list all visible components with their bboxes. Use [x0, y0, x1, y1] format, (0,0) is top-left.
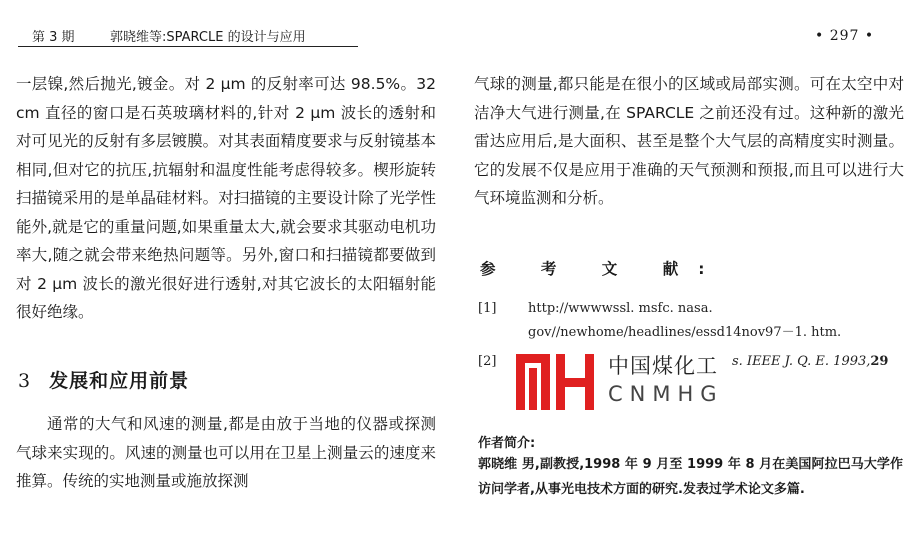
body-paragraph: 气球的测量,都只能是在很小的区域或局部实测。可在太空中对洁净大气进行测量,在 SPARCLE 之前还没有过。这种新的激光雷达应用后,是大面积、甚至是整个大气层的高精度实时测量。它的发展不仅是应用于准确的天气预测和预报,而且可以进行大气环境监测和分析。 [474, 75, 904, 207]
section-number: 3 [18, 370, 32, 392]
reference-tag: [1] [478, 301, 497, 316]
reference-tag: [2] [478, 354, 497, 369]
author-heading: 作者简介: [478, 436, 536, 451]
body-paragraph: 通常的大气和风速的测量,都是由放于当地的仪器或探测气球来实现的。风速的测量也可以用在卫星上测量云的速度来推算。传统的实地测量或施放探测 [16, 415, 436, 490]
left-column [16, 70, 436, 327]
reference-volume: 29 [870, 354, 889, 369]
section-title: 发展和应用前景 [49, 370, 190, 392]
watermark-cn: 中国煤化工 [608, 354, 718, 378]
watermark-mark-icon [512, 348, 606, 414]
watermark-logo [512, 348, 722, 414]
reference-text: http://wwwwssl. msfc. nasa. gov//newhome/headlines/essd14nov97－1. htm. [528, 301, 842, 340]
running-title: 郭晓维等:SPARCLE 的设计与应用 [110, 30, 306, 45]
running-header [18, 22, 358, 47]
page-number: • 297 • [815, 28, 875, 44]
right-column [474, 70, 904, 213]
section-heading [18, 366, 189, 393]
reference-item [478, 297, 903, 345]
author-bio: 郭晓维 男,副教授,1998 年 9 月至 1999 年 8 月在美国阿拉巴马大学作访问学者,从事光电技术方面的研究.发表过学术论文多篇. [478, 457, 903, 497]
references-heading: 参 考 文 献: [480, 260, 725, 278]
watermark-en: CNMHG [608, 382, 724, 406]
issue-label: 第 3 期 [32, 30, 75, 45]
reference-text: s. IEEE J. Q. E. 1993, [732, 354, 871, 369]
body-paragraph: 一层镍,然后抛光,镀金。对 2 μm 的反射率可达 98.5%。32 cm 直径的窗口是石英玻璃材料的,针对 2 μm 波长的透射和对可见光的反射有多层镀膜。对其表面精度要求与反射镜基本相同,但对它的抗压,抗辐射和温度性能考虑得较多。楔形旋转扫描镜采用的是单晶硅材料。对扫描镜的主要设计除了光学性能外,就是它的重量问题,如果重量太大,就会要求其驱动电机功率大,随之就会带来绝热问题等。另外,窗口和扫描镜都要做到对 2 μm 波长的激光很好进行透射,对其它波长的太阳辐射能很好绝缘。 [16, 75, 436, 321]
